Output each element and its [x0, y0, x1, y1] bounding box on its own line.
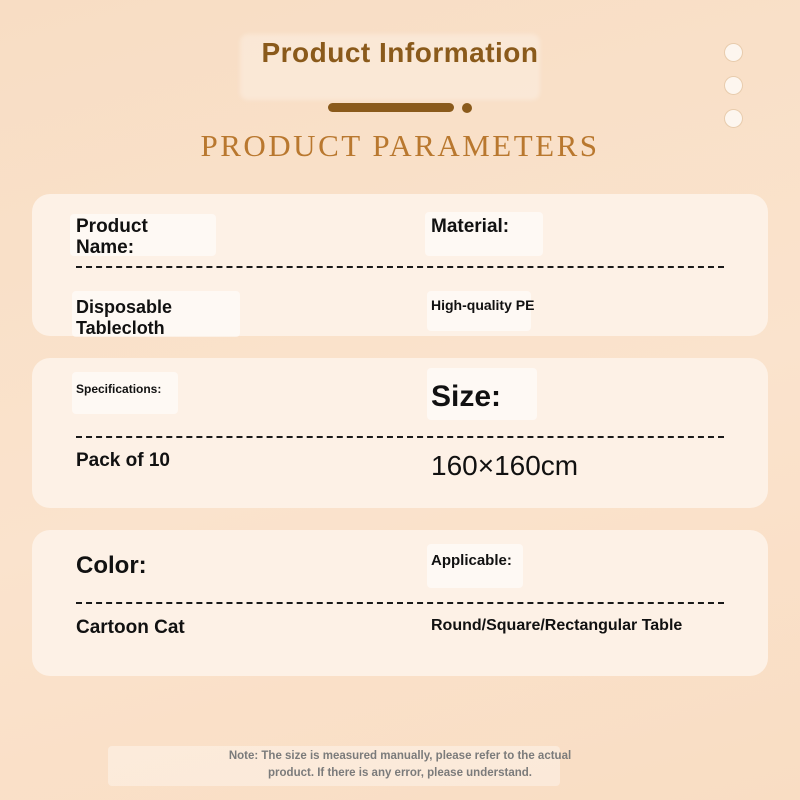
material-label: Material: — [431, 215, 510, 237]
card-left-column — [76, 450, 431, 482]
parameter-card — [32, 194, 768, 336]
card-left-column — [76, 380, 431, 415]
footer-note — [0, 748, 800, 783]
divider-dot-icon — [462, 103, 472, 113]
applicable-label: Applicable: — [431, 551, 512, 569]
card-right-column — [431, 380, 724, 415]
card-dashed-separator — [76, 266, 724, 268]
parameter-card — [32, 530, 768, 676]
product-name-label: Product Name: — [76, 215, 148, 259]
card-left-column — [76, 617, 431, 639]
header — [0, 0, 800, 164]
parameter-card — [32, 358, 768, 508]
card-label-row — [76, 216, 724, 260]
card-label-row — [76, 552, 724, 580]
footer-note-line-1: Note: The size is measured manually, please refer to the actual — [228, 749, 572, 762]
card-right-column — [431, 216, 724, 260]
card-left-column — [76, 552, 431, 580]
specifications-label: Specifications: — [76, 381, 162, 396]
color-label: Color: — [76, 551, 147, 579]
material-value: High-quality PE — [431, 297, 535, 314]
specifications-value: Pack of 10 — [76, 450, 170, 472]
applicable-value: Round/Square/Rectangular Table — [431, 617, 683, 635]
size-value: 160×160cm — [431, 450, 579, 482]
card-left-column — [76, 216, 431, 260]
divider — [0, 102, 800, 114]
card-right-column — [431, 450, 724, 482]
circle-icon — [725, 110, 742, 127]
size-label: Size: — [431, 379, 502, 413]
product-name-value: Disposable Tablecloth — [76, 297, 173, 338]
card-right-column — [431, 552, 724, 580]
card-value-row — [76, 297, 724, 339]
divider-bar-icon — [328, 103, 454, 112]
card-left-column — [76, 297, 431, 339]
card-right-column — [431, 297, 724, 339]
parameter-cards — [0, 194, 800, 676]
card-dashed-separator — [76, 436, 724, 438]
card-dashed-separator — [76, 602, 724, 604]
page-subtitle: PRODUCT PARAMETERS — [200, 127, 600, 163]
page-title: Product Information — [261, 37, 539, 68]
card-label-row — [76, 380, 724, 415]
card-value-row — [76, 450, 724, 482]
card-right-column — [431, 617, 724, 639]
color-value: Cartoon Cat — [76, 617, 185, 639]
card-value-row — [76, 617, 724, 639]
circle-icon — [725, 77, 742, 94]
footer-note-line-2: product. If there is any error, please understand. — [268, 766, 532, 779]
